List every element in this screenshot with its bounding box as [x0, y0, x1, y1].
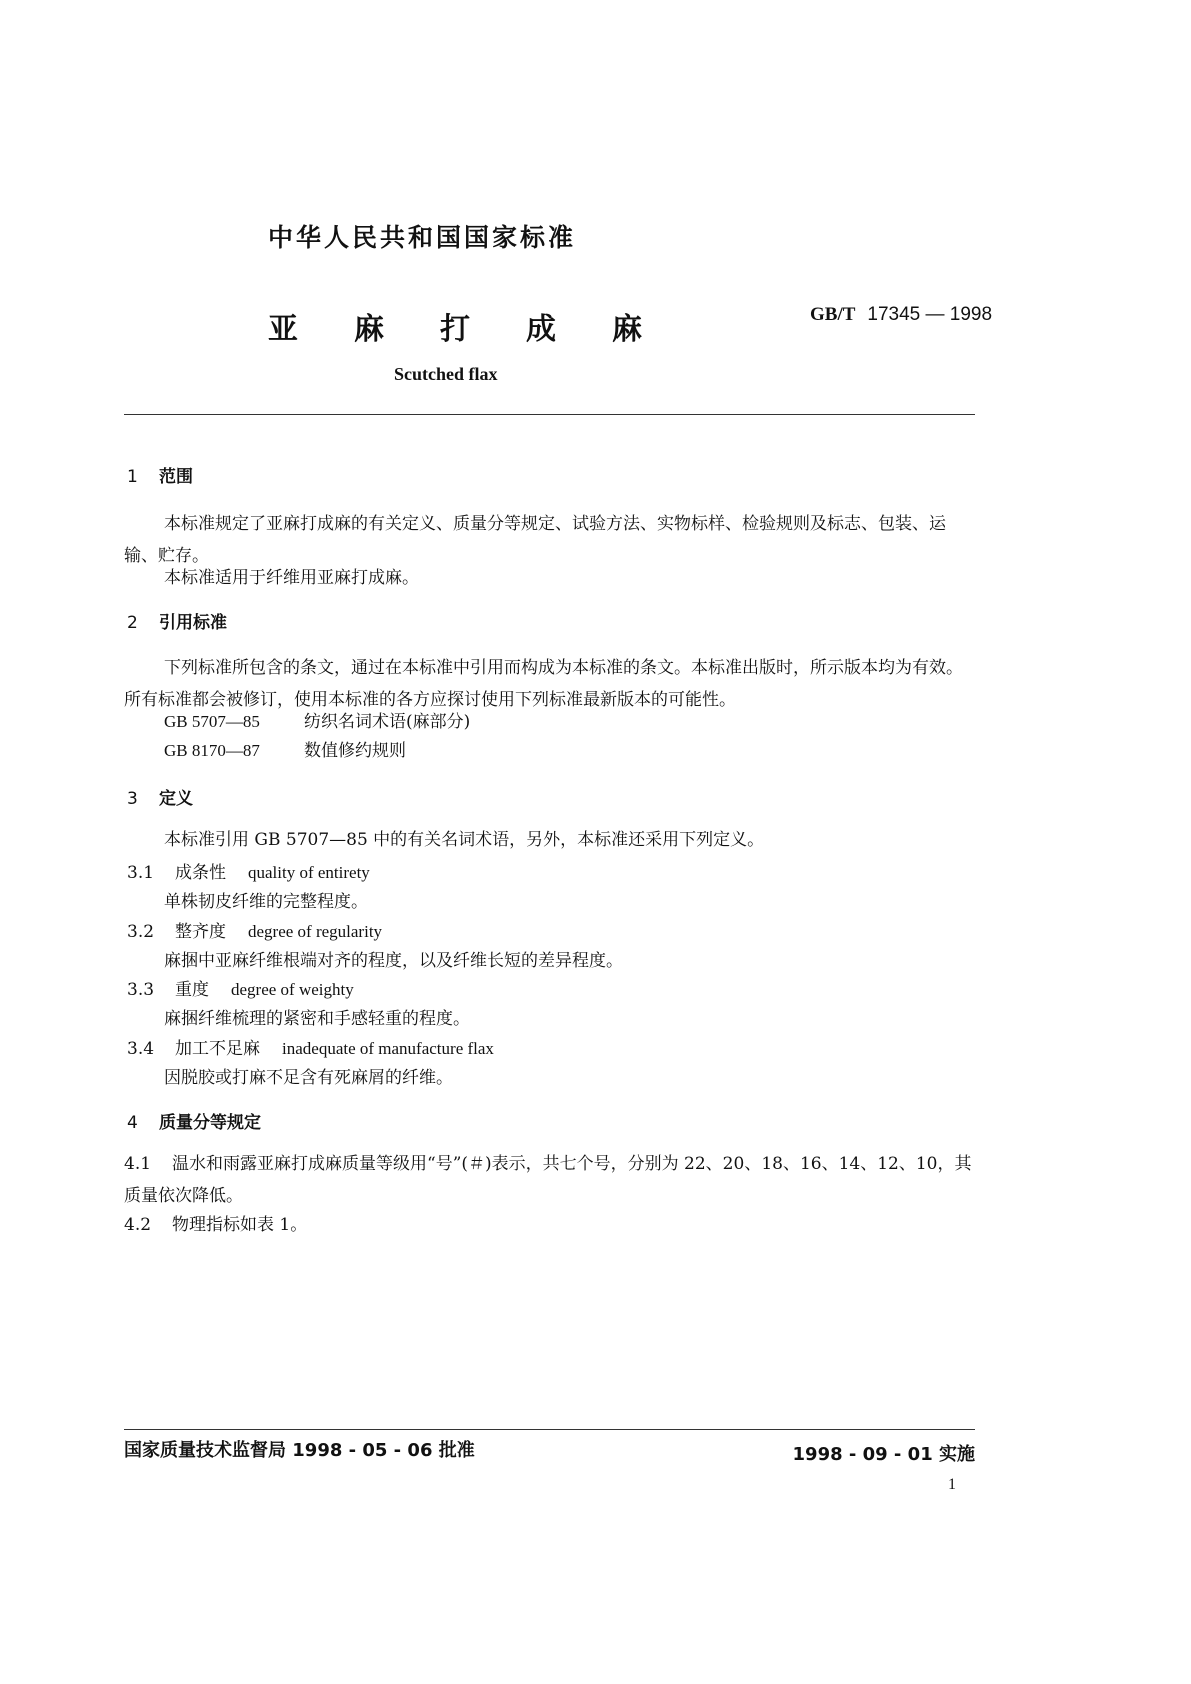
term-en: degree of regularity [248, 922, 383, 941]
standard-code-number: 17345 — 1998 [867, 304, 993, 325]
definition-term [127, 975, 354, 1000]
term-cn: 加工不足麻 [175, 1039, 260, 1059]
section-title: 范围 [159, 467, 193, 487]
reference-item [164, 706, 470, 738]
clause-number: 3.2 [127, 922, 155, 942]
reference-code: GB 5707—85 [164, 712, 260, 731]
section-title: 质量分等规定 [159, 1113, 261, 1133]
page-number: 1 [948, 1476, 956, 1493]
definition-term [127, 858, 370, 883]
definition-term [127, 917, 382, 942]
section-number: 3 [127, 789, 138, 809]
section-number: 2 [127, 613, 138, 633]
reference-code: GB 8170—87 [164, 741, 260, 760]
term-en: inadequate of manufacture flax [282, 1039, 494, 1058]
clause-number: 4.2 [124, 1215, 152, 1235]
section-1-paragraph-1: 本标准规定了亚麻打成麻的有关定义、质量分等规定、试验方法、实物标样、检验规则及标志、包装、运输、贮存。 [124, 514, 946, 566]
section-title: 定义 [159, 789, 193, 809]
approval-line: 国家质量技术监督局 1998 - 05 - 06 批准 [124, 1440, 475, 1461]
term-cn: 重度 [175, 980, 209, 1000]
clause-number: 4.1 [124, 1154, 152, 1174]
clause-number: 3.3 [127, 980, 155, 1000]
section-2-heading [127, 608, 227, 633]
section-title: 引用标准 [159, 613, 227, 633]
clause-4-1 [124, 1148, 976, 1212]
standard-code [810, 303, 992, 326]
clause-4-2 [124, 1209, 307, 1241]
section-1-paragraph-2: 本标准适用于纤维用亚麻打成麻。 [164, 568, 419, 588]
term-cn: 成条性 [175, 863, 226, 883]
definition-description: 因脱胶或打麻不足含有死麻屑的纤维。 [164, 1068, 453, 1088]
implementation-date: 1998 - 09 - 01 实施 [792, 1444, 975, 1465]
term-en: degree of weighty [231, 980, 354, 999]
section-1-heading [127, 462, 193, 487]
clause-text: 物理指标如表 1。 [172, 1215, 308, 1235]
reference-name: 纺织名词术语(麻部分) [304, 712, 471, 732]
section-number: 4 [127, 1113, 138, 1133]
section-3-heading [127, 784, 193, 809]
term-cn: 整齐度 [175, 922, 226, 942]
clause-text: 温水和雨露亚麻打成麻质量等级用“号”(＃)表示，共七个号，分别为 22、20、18、16、14、12、10，其质量依次降低。 [124, 1154, 972, 1206]
term-en: quality of entirety [248, 863, 370, 882]
national-standard-label: 中华人民共和国国家标准 [268, 223, 577, 252]
english-title: Scutched flax [394, 364, 498, 384]
section-3-paragraph-1: 本标准引用 GB 5707—85 中的有关名词术语，另外，本标准还采用下列定义。 [164, 830, 765, 850]
section-4-heading [127, 1108, 261, 1133]
definition-term [127, 1034, 494, 1059]
section-2-paragraph-1: 下列标准所包含的条文，通过在本标准中引用而构成为本标准的条文。本标准出版时，所示版本均为有效。所有标准都会被修订，使用本标准的各方应探讨使用下列标准最新版本的可能性。 [124, 658, 963, 710]
definition-description: 麻捆纤维梳理的紧密和手感轻重的程度。 [164, 1009, 470, 1029]
clause-number: 3.1 [127, 863, 155, 883]
reference-name: 数值修约规则 [304, 741, 406, 761]
definition-description: 麻捆中亚麻纤维根端对齐的程度，以及纤维长短的差异程度。 [164, 951, 623, 971]
standard-code-prefix: GB/T [810, 304, 856, 325]
section-number: 1 [127, 467, 138, 487]
footer-divider [124, 1429, 975, 1430]
document-title: 亚麻打成麻 [268, 312, 698, 347]
header-divider [124, 414, 975, 415]
reference-item [164, 735, 406, 767]
definition-description: 单株韧皮纤维的完整程度。 [164, 892, 368, 912]
clause-number: 3.4 [127, 1039, 155, 1059]
